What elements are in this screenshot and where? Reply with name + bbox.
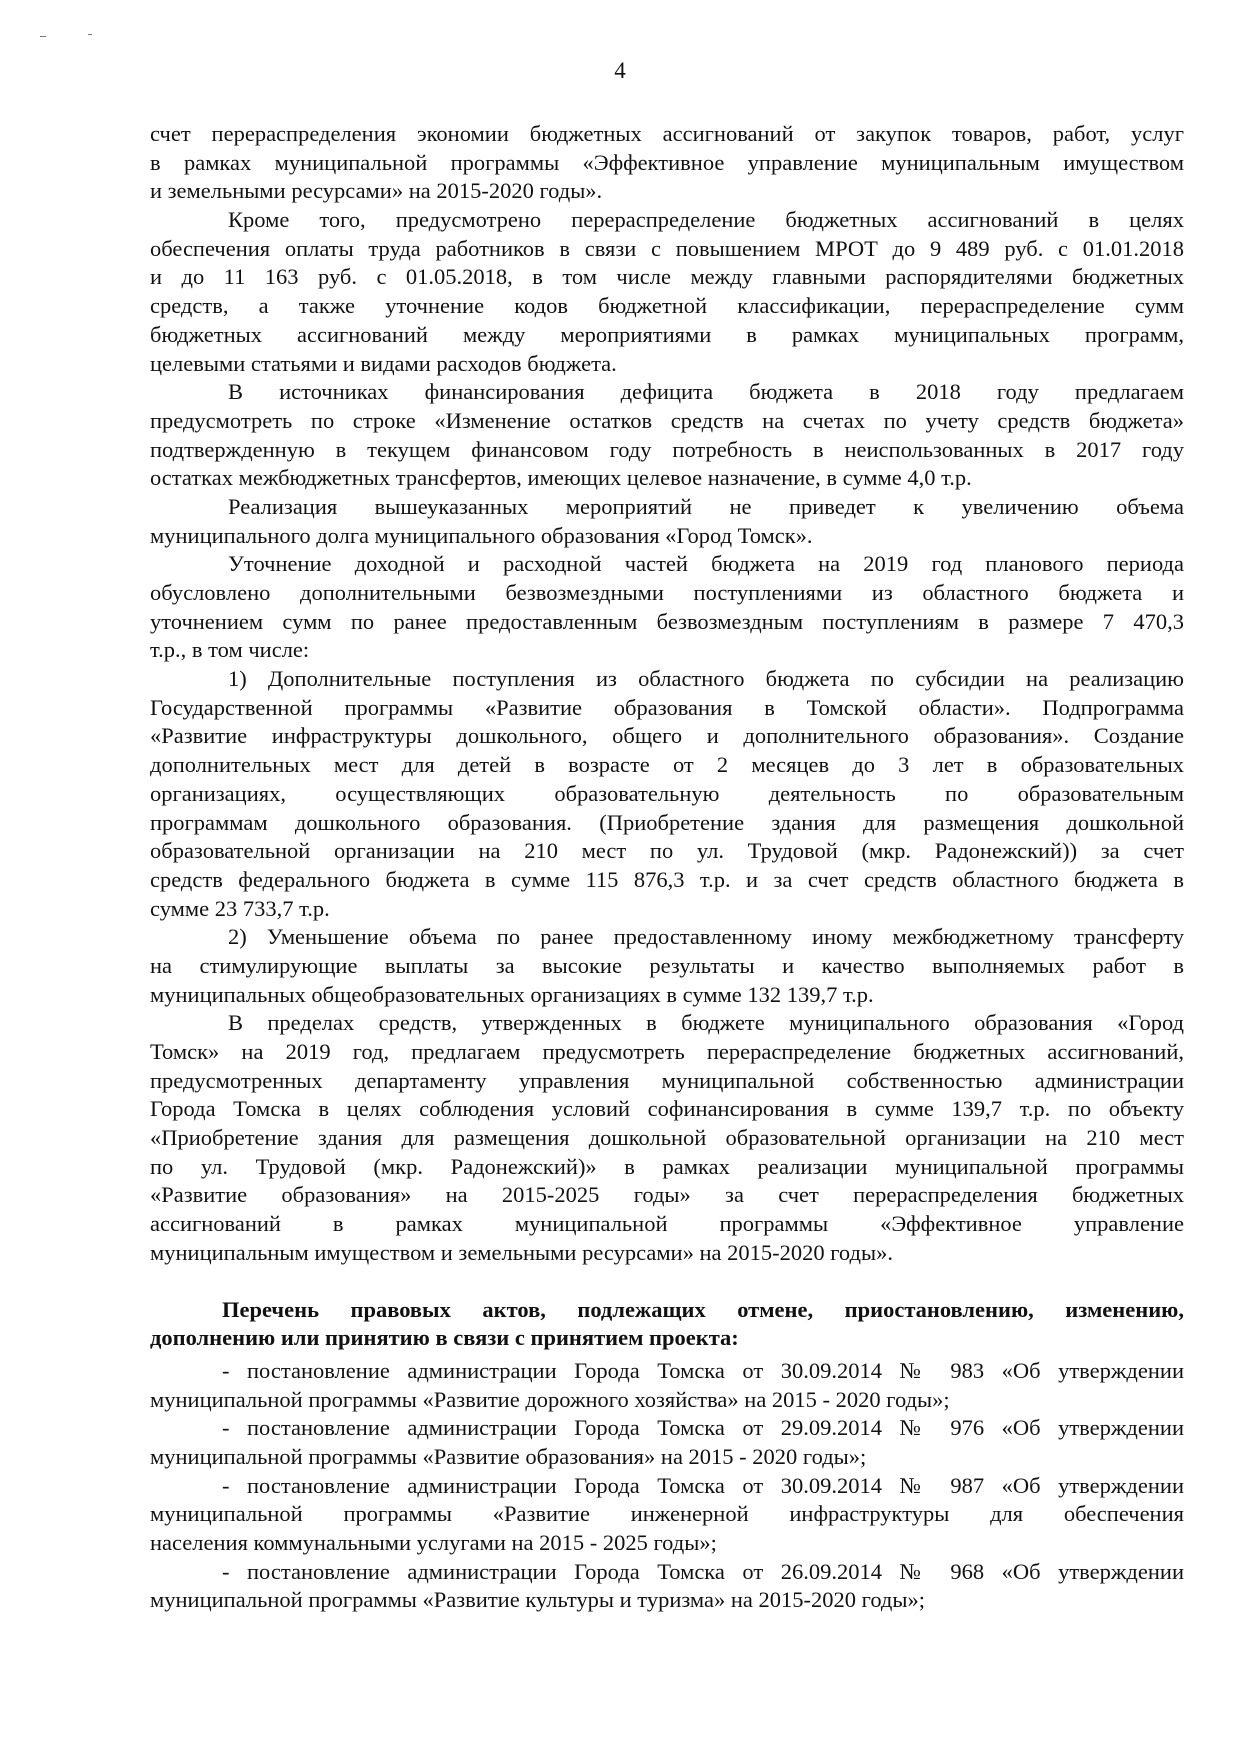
text-line: в рамках муниципальной программы «Эффективное управление муниципальным имуществом bbox=[150, 149, 1184, 175]
paragraph bbox=[150, 1009, 1184, 1267]
text-line: В источниках финансирования дефицита бюджета в 2018 году предлагаем bbox=[228, 379, 1184, 405]
legal-acts-list bbox=[150, 1357, 1184, 1615]
text-line: 2) Уменьшение объема по ранее предоставленному иному межбюджетному трансферту bbox=[228, 924, 1184, 950]
paragraphs bbox=[150, 120, 1184, 1268]
heading-line: дополнению или принятию в связи с принятием проекта: bbox=[150, 1325, 739, 1351]
text-line: Государственной программы «Развитие образования в Томской области». Подпрограмма bbox=[150, 694, 1184, 720]
text-line: Кроме того, предусмотрено перераспределение бюджетных ассигнований в целях bbox=[228, 207, 1184, 233]
list-item-line: муниципальной программы «Развитие инженерной инфраструктуры для обеспечения bbox=[150, 1501, 1184, 1527]
text-line: на стимулирующие выплаты за высокие результаты и качество выполняемых работ в bbox=[150, 952, 1184, 978]
paragraph bbox=[150, 378, 1184, 493]
text-line: программам дошкольного образования. (Приобретение здания для размещения дошкольной bbox=[150, 809, 1184, 835]
text-line: сумме 23 733,7 т.р. bbox=[150, 895, 330, 921]
text-line: т.р., в том числе: bbox=[150, 637, 310, 663]
paragraph bbox=[150, 923, 1184, 1009]
text-line: средств, а также уточнение кодов бюджетной классификации, перераспределение сумм bbox=[150, 293, 1184, 319]
list-item bbox=[150, 1472, 1184, 1558]
text-line: «Приобретение здания для размещения дошкольной образовательной организации на 210 мест bbox=[150, 1125, 1184, 1151]
paragraph bbox=[150, 206, 1184, 378]
text-line: дополнительных мест для детей в возрасте от 2 месяцев до 3 лет в образовательных bbox=[150, 752, 1184, 778]
text-line: «Развитие инфраструктуры дошкольного, общего и дополнительного образования». Создание bbox=[150, 723, 1184, 749]
list-item-line: - постановление администрации Города Томска от 30.09.2014 № 987 «Об утверждении bbox=[222, 1472, 1184, 1498]
list-item bbox=[150, 1357, 1184, 1414]
text-line: счет перераспределения экономии бюджетных ассигнований от закупок товаров, работ, услуг bbox=[150, 121, 1184, 146]
text-line: В пределах средств, утвержденных в бюджете муниципального образования «Город bbox=[228, 1010, 1184, 1036]
page-number: 4 bbox=[614, 58, 626, 83]
text-line: подтвержденную в текущем финансовом году потребность в неиспользованных в 2017 году bbox=[150, 436, 1184, 462]
text-line: муниципального долга муниципального образования «Город Томск». bbox=[150, 522, 813, 548]
list-item-line: - постановление администрации Города Томска от 30.09.2014 № 983 «Об утверждении bbox=[222, 1357, 1184, 1383]
text-line: предусмотренных департаменту управления муниципальной собственностью администрации bbox=[150, 1067, 1184, 1093]
text-line: обусловлено дополнительными безвозмездными поступлениями из областного бюджета и bbox=[150, 580, 1184, 605]
text-line: муниципальным имуществом и земельными ресурсами» на 2015-2020 годы». bbox=[150, 1239, 893, 1265]
text-line: по ул. Трудовой (мкр. Радонежский)» в рамках реализации муниципальной программы bbox=[150, 1153, 1184, 1179]
text-line: 1) Дополнительные поступления из областного бюджета по субсидии на реализацию bbox=[228, 666, 1184, 692]
list-item-line: муниципальной программы «Развитие культуры и туризма» на 2015-2020 годы»; bbox=[150, 1587, 925, 1613]
text-line: ассигнований в рамках муниципальной программы «Эффективное управление bbox=[150, 1211, 1184, 1237]
text-line: Города Томска в целях соблюдения условий софинансирования в сумме 139,7 т.р. по объекту bbox=[150, 1096, 1184, 1122]
paragraph bbox=[150, 550, 1184, 665]
text-line: предусмотреть по строке «Изменение остатков средств на счетах по учету средств бюджета» bbox=[150, 407, 1184, 433]
text-line: остатках межбюджетных трансфертов, имеющих целевое назначение, в сумме 4,0 т.р. bbox=[150, 465, 972, 491]
text-line: «Развитие образования» на 2015-2025 годы» за счет перераспределения бюджетных bbox=[150, 1182, 1184, 1208]
text-line: уточнением сумм по ранее предоставленным безвозмездным поступлениям в размере 7 470,3 bbox=[150, 608, 1184, 634]
list-item-line: - постановление администрации Города Томска от 26.09.2014 № 968 «Об утверждении bbox=[222, 1558, 1184, 1584]
text-line: и земельными ресурсами» на 2015-2020 годы». bbox=[150, 178, 603, 204]
list-item-line: муниципальной программы «Развитие дорожного хозяйства» на 2015 - 2020 годы»; bbox=[150, 1386, 950, 1412]
text-line: Уточнение доходной и расходной частей бюджета на 2019 год планового периода bbox=[228, 551, 1184, 577]
list-item-line: муниципальной программы «Развитие образования» на 2015 - 2020 годы»; bbox=[150, 1443, 867, 1469]
text-line: и до 11 163 руб. с 01.05.2018, в том числе между главными распорядителями бюджетных bbox=[150, 264, 1184, 290]
text-line: организациях, осуществляющих образовательную деятельность по образовательным bbox=[150, 780, 1184, 806]
paragraph bbox=[150, 665, 1184, 923]
text-line: образовательной организации на 210 мест по ул. Трудовой (мкр. Радонежский)) за счет bbox=[150, 838, 1184, 864]
text-line: муниципальных общеобразовательных организациях в сумме 132 139,7 т.р. bbox=[150, 981, 874, 1007]
section-heading bbox=[150, 1296, 1184, 1353]
list-item bbox=[150, 1414, 1184, 1471]
heading-line: Перечень правовых актов, подлежащих отмене, приостановлению, изменению, bbox=[222, 1296, 1184, 1322]
list-item-line: - постановление администрации Города Томска от 29.09.2014 № 976 «Об утверждении bbox=[222, 1415, 1184, 1441]
list-item bbox=[150, 1558, 1184, 1615]
text-line: целевыми статьями и видами расходов бюджета. bbox=[150, 350, 617, 376]
text-line: Томск» на 2019 год, предлагаем предусмотреть перераспределение бюджетных ассигнований, bbox=[150, 1039, 1184, 1064]
text-line: Реализация вышеуказанных мероприятий не приведет к увеличению объема bbox=[228, 493, 1184, 519]
paragraph bbox=[150, 493, 1184, 550]
document-body bbox=[150, 120, 1184, 1615]
paragraph bbox=[150, 120, 1184, 206]
text-line: обеспечения оплаты труда работников в связи с повышением МРОТ до 9 489 руб. с 01.01.2018 bbox=[150, 235, 1184, 261]
text-line: средств федерального бюджета в сумме 115 876,3 т.р. и за счет средств областного бюджета в bbox=[150, 866, 1184, 892]
text-line: бюджетных ассигнований между мероприятиями в рамках муниципальных программ, bbox=[150, 321, 1184, 347]
list-item-line: населения коммунальными услугами на 2015 - 2025 годы»; bbox=[150, 1530, 717, 1555]
scan-artifact bbox=[88, 34, 92, 35]
scan-artifact bbox=[40, 36, 46, 37]
